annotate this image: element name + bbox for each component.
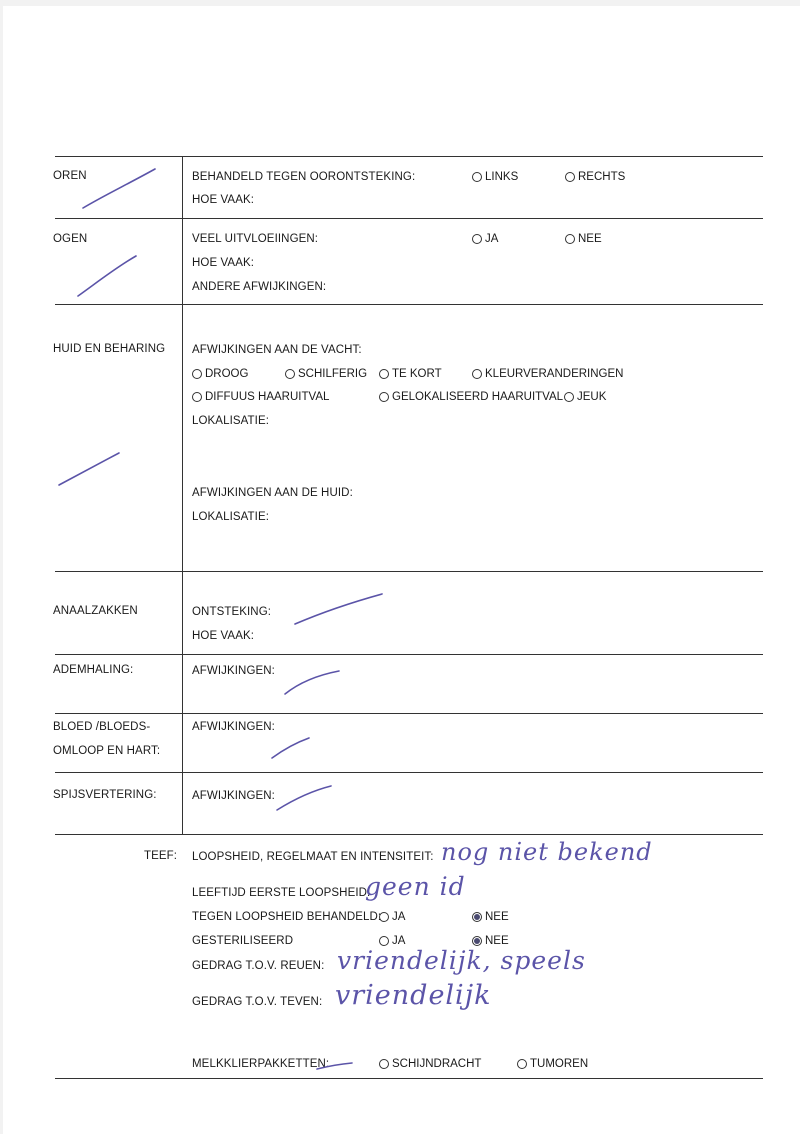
pen-stroke-spijs (277, 786, 331, 810)
option-ja[interactable]: JA (379, 911, 405, 924)
section-label-bloed-2: OMLOOP EN HART: (53, 745, 161, 757)
pen-stroke-ademhaling (285, 671, 339, 694)
teven-handwritten: vriendelijk (335, 980, 492, 1011)
ontsteking-label: ONTSTEKING: (192, 606, 272, 618)
form-page (3, 6, 800, 1134)
pen-strokes (3, 6, 800, 1134)
loopsheid-label: LOOPSHEID, REGELMAAT EN INTENSITEIT: (192, 851, 434, 863)
loopsheid-handwritten: nog niet bekend (441, 838, 653, 866)
option-ja[interactable]: JA (472, 233, 498, 246)
option-droog[interactable]: DROOG (192, 368, 248, 381)
hoe-vaak-label: HOE VAAK: (192, 630, 255, 642)
melkklier-label: MELKKLIERPAKKETTEN: (192, 1058, 330, 1070)
option-rechts[interactable]: RECHTS (565, 171, 625, 184)
afwijkingen-label: AFWIJKINGEN: (192, 790, 275, 802)
oorontsteking-label: BEHANDELD TEGEN OORONTSTEKING: (192, 171, 416, 183)
afwijkingen-label: AFWIJKINGEN: (192, 665, 275, 677)
option-kleurveranderingen[interactable]: KLEURVERANDERINGEN (472, 368, 623, 381)
option-tumoren[interactable]: TUMOREN (517, 1058, 588, 1071)
option-nee[interactable]: NEE (472, 935, 509, 948)
option-schijndracht[interactable]: SCHIJNDRACHT (379, 1058, 481, 1071)
pen-stroke-anaal (295, 594, 382, 624)
lokalisatie-label: LOKALISATIE: (192, 415, 270, 427)
pen-stroke-bloed (272, 738, 309, 758)
option-links[interactable]: LINKS (472, 171, 518, 184)
section-label-spijsvertering: SPIJSVERTERING: (53, 789, 157, 801)
section-label-teef: TEEF: (144, 850, 178, 862)
andere-afwijkingen-label: ANDERE AFWIJKINGEN: (192, 281, 327, 293)
teven-label: GEDRAG T.O.V. TEVEN: (192, 996, 323, 1008)
afwijkingen-label: AFWIJKINGEN: (192, 721, 275, 733)
uitvloeiingen-label: VEEL UITVLOEIINGEN: (192, 233, 319, 245)
hoe-vaak-label: HOE VAAK: (192, 194, 255, 206)
leeftijd-label: LEEFTIJD EERSTE LOOPSHEID: (192, 887, 371, 899)
option-gelokaliseerd-haaruitval[interactable]: GELOKALISEERD HAARUITVAL (379, 391, 563, 404)
leeftijd-handwritten: geen id (365, 872, 466, 901)
section-label-ogen: OGEN (53, 233, 88, 245)
option-nee[interactable]: NEE (565, 233, 602, 246)
gesteriliseerd-label: GESTERILISEERD (192, 935, 294, 947)
option-ja[interactable]: JA (379, 935, 405, 948)
hoe-vaak-label: HOE VAAK: (192, 257, 255, 269)
option-te-kort[interactable]: TE KORT (379, 368, 442, 381)
reuen-label: GEDRAG T.O.V. REUEN: (192, 960, 325, 972)
reuen-handwritten: vriendelijk, speels (337, 946, 586, 975)
section-label-oren: OREN (53, 170, 87, 182)
behandeld-label: TEGEN LOOPSHEID BEHANDELD: (192, 911, 382, 923)
option-jeuk[interactable]: JEUK (564, 391, 606, 404)
section-label-anaalzakken: ANAALZAKKEN (53, 605, 138, 617)
lokalisatie-label: LOKALISATIE: (192, 511, 270, 523)
option-nee[interactable]: NEE (472, 911, 509, 924)
pen-stroke-oren (83, 169, 155, 208)
vacht-label: AFWIJKINGEN AAN DE VACHT: (192, 344, 362, 356)
section-label-bloed: BLOED /BLOEDS- (53, 721, 151, 733)
section-label-ademhaling: ADEMHALING: (53, 664, 134, 676)
option-schilferig[interactable]: SCHILFERIG (285, 368, 367, 381)
option-diffuus-haaruitval[interactable]: DIFFUUS HAARUITVAL (192, 391, 329, 404)
section-label-huid: HUID EN BEHARING (53, 343, 166, 355)
huid-afwijkingen-label: AFWIJKINGEN AAN DE HUID: (192, 487, 353, 499)
pen-stroke-ogen (78, 256, 136, 296)
pen-stroke-melkklier (317, 1063, 352, 1069)
pen-stroke-huid (59, 453, 119, 485)
